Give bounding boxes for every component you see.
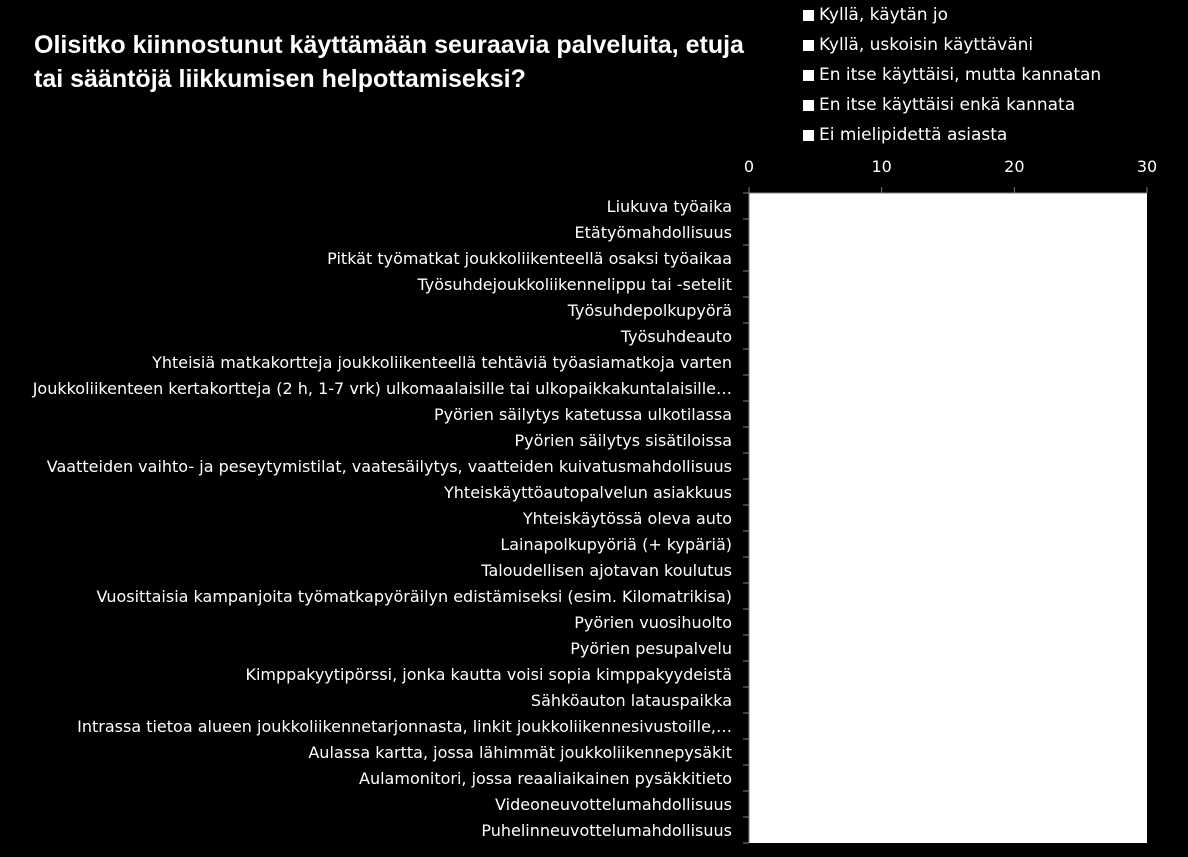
x-tick-label: 10 — [871, 157, 892, 176]
category-label: Etätyömahdollisuus — [574, 223, 732, 242]
category-label: Liukuva työaika — [606, 197, 732, 216]
chart-title: Olisitko kiinnostunut käyttämään seuraavia palveluita, etuja tai sääntöjä liikkumisen helpottamiseksi? — [34, 31, 744, 93]
x-tick-label: 20 — [1004, 157, 1025, 176]
category-label: Sähköauton latauspaikka — [530, 691, 732, 710]
legend-label: Kyllä, uskoisin käyttäväni — [819, 35, 1034, 55]
category-label: Kimppakyytipörssi, jonka kautta voisi sopia kimppakyydeistä — [245, 665, 732, 684]
category-label: Pyörien vuosihuolto — [574, 613, 732, 632]
category-label: Vaatteiden vaihto- ja peseytymistilat, vaatesäilytys, vaatteiden kuivatusmahdollisuus — [46, 457, 732, 476]
category-label: Pyörien säilytys sisätiloissa — [514, 431, 732, 450]
category-label: Joukkoliikenteen kertakortteja (2 h, 1-7 vrk) ulkomaalaisille tai ulkopaikkakuntalaisille… — [32, 379, 732, 398]
category-label: Työsuhdejoukkoliikennelippu tai -setelit — [417, 275, 732, 294]
category-label: Yhteisiä matkakortteja joukkoliikenteellä tehtäviä työasiamatkoja varten — [152, 353, 732, 372]
category-label: Intrassa tietoa alueen joukkoliikennetarjonnasta, linkit joukkoliikennesivustoille,… — [77, 717, 732, 736]
category-label: Videoneuvottelumahdollisuus — [495, 795, 732, 814]
category-label: Työsuhdeauto — [620, 327, 732, 346]
category-label: Yhteiskäytössä oleva auto — [522, 509, 732, 528]
category-label: Työsuhdepolkupyörä — [567, 301, 732, 320]
category-label: Pitkät työmatkat joukkoliikenteellä osaksi työaikaa — [327, 249, 732, 268]
legend-label: Kyllä, käytän jo — [819, 5, 949, 25]
legend-label: Ei mielipidettä asiasta — [819, 125, 1008, 145]
plot-area — [749, 193, 1147, 843]
x-tick-label: 30 — [1136, 157, 1158, 176]
legend-label: En itse käyttäisi, mutta kannatan — [819, 65, 1102, 85]
legend-label: En itse käyttäisi enkä kannata — [819, 95, 1076, 115]
category-label: Aulassa kartta, jossa lähimmät joukkoliikennepysäkit — [308, 743, 732, 762]
x-tick-label: 0 — [743, 157, 755, 176]
category-label: Pyörien pesupalvelu — [570, 639, 732, 658]
category-label: Taloudellisen ajotavan koulutus — [481, 561, 732, 580]
category-label: Yhteiskäyttöautopalvelun asiakkuus — [444, 483, 732, 502]
category-label: Lainapolkupyöriä (+ kypäriä) — [500, 535, 732, 554]
category-label: Pyörien säilytys katetussa ulkotilassa — [433, 405, 732, 424]
category-label: Puhelinneuvottelumahdollisuus — [481, 821, 732, 840]
category-label: Vuosittaisia kampanjoita työmatkapyöräilyn edistämiseksi (esim. Kilomatrikisa) — [96, 587, 732, 606]
category-label: Aulamonitori, jossa reaaliaikainen pysäkkitieto — [359, 769, 732, 788]
